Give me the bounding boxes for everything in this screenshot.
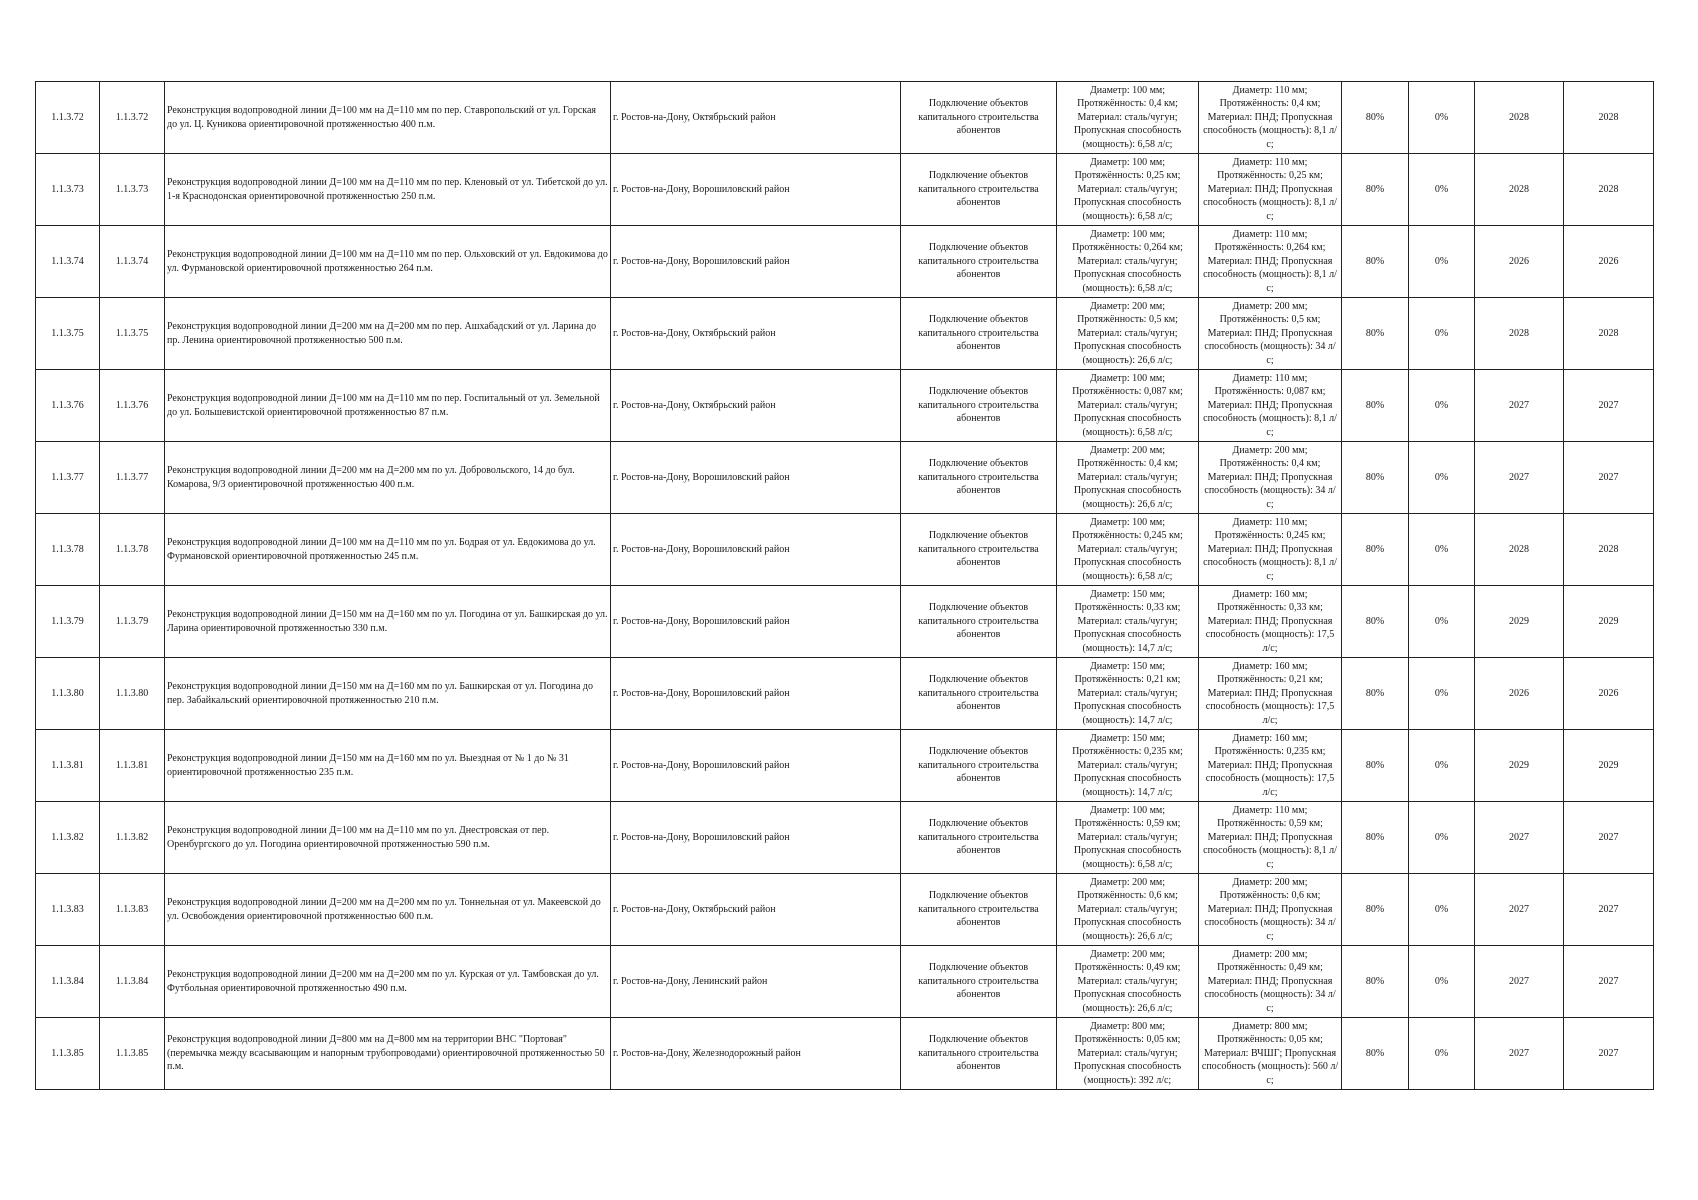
year-start-cell: 2027 [1475, 946, 1564, 1018]
percent-cell-1: 80% [1342, 874, 1409, 946]
percent-cell-2: 0% [1409, 1018, 1475, 1090]
year-start-cell: 2027 [1475, 802, 1564, 874]
row-code-cell: 1.1.3.72 [100, 82, 165, 154]
purpose-cell: Подключение объектов капитального строительства абонентов [901, 1018, 1057, 1090]
row-number-cell: 1.1.3.83 [36, 874, 100, 946]
purpose-cell: Подключение объектов капитального строительства абонентов [901, 802, 1057, 874]
project-name-cell: Реконструкция водопроводной линии Д=200 мм на Д=200 мм по пер. Ашхабадский от ул. Ларина до пр. Ленина ориентировочной протяженностью 500 п.м. [165, 298, 611, 370]
purpose-cell: Подключение объектов капитального строительства абонентов [901, 298, 1057, 370]
row-number-cell: 1.1.3.74 [36, 226, 100, 298]
year-end-cell: 2027 [1564, 946, 1654, 1018]
row-code-cell: 1.1.3.85 [100, 1018, 165, 1090]
current-parameters-cell: Диаметр: 800 мм; Протяжённость: 0,05 км; Материал: сталь/чугун; Пропускная способность (мощность): 392 л/с; [1057, 1018, 1199, 1090]
investment-program-table [35, 81, 1654, 1090]
percent-cell-1: 80% [1342, 1018, 1409, 1090]
row-code-cell: 1.1.3.78 [100, 514, 165, 586]
location-cell: г. Ростов-на-Дону, Железнодорожный район [611, 1018, 901, 1090]
location-cell: г. Ростов-на-Дону, Октябрьский район [611, 874, 901, 946]
year-end-cell: 2029 [1564, 586, 1654, 658]
table-row [36, 658, 1654, 730]
year-end-cell: 2029 [1564, 730, 1654, 802]
purpose-cell: Подключение объектов капитального строительства абонентов [901, 442, 1057, 514]
row-code-cell: 1.1.3.74 [100, 226, 165, 298]
project-name-cell: Реконструкция водопроводной линии Д=200 мм на Д=200 мм по ул. Добровольского, 14 до бул. Комарова, 9/3 ориентировочной протяженностью 400 п.м. [165, 442, 611, 514]
year-end-cell: 2027 [1564, 1018, 1654, 1090]
current-parameters-cell: Диаметр: 200 мм; Протяжённость: 0,6 км; Материал: сталь/чугун; Пропускная способность (мощность): 26,6 л/с; [1057, 874, 1199, 946]
current-parameters-cell: Диаметр: 100 мм; Протяжённость: 0,25 км; Материал: сталь/чугун; Пропускная способность (мощность): 6,58 л/с; [1057, 154, 1199, 226]
current-parameters-cell: Диаметр: 150 мм; Протяжённость: 0,21 км; Материал: сталь/чугун; Пропускная способность (мощность): 14,7 л/с; [1057, 658, 1199, 730]
percent-cell-2: 0% [1409, 298, 1475, 370]
year-start-cell: 2028 [1475, 154, 1564, 226]
row-code-cell: 1.1.3.84 [100, 946, 165, 1018]
purpose-cell: Подключение объектов капитального строительства абонентов [901, 154, 1057, 226]
location-cell: г. Ростов-на-Дону, Октябрьский район [611, 82, 901, 154]
year-start-cell: 2027 [1475, 1018, 1564, 1090]
table-row [36, 874, 1654, 946]
purpose-cell: Подключение объектов капитального строительства абонентов [901, 946, 1057, 1018]
project-name-cell: Реконструкция водопроводной линии Д=100 мм на Д=110 мм по ул. Бодрая от ул. Евдокимова до ул. Фурмановской ориентировочной протяженностью 245 п.м. [165, 514, 611, 586]
percent-cell-2: 0% [1409, 442, 1475, 514]
percent-cell-1: 80% [1342, 730, 1409, 802]
row-number-cell: 1.1.3.76 [36, 370, 100, 442]
table-row [36, 298, 1654, 370]
percent-cell-1: 80% [1342, 514, 1409, 586]
location-cell: г. Ростов-на-Дону, Ворошиловский район [611, 154, 901, 226]
year-start-cell: 2027 [1475, 370, 1564, 442]
new-parameters-cell: Диаметр: 160 мм; Протяжённость: 0,33 км; Материал: ПНД; Пропускная способность (мощность): 17,5 л/с; [1199, 586, 1342, 658]
year-end-cell: 2026 [1564, 658, 1654, 730]
new-parameters-cell: Диаметр: 160 мм; Протяжённость: 0,21 км; Материал: ПНД; Пропускная способность (мощность): 17,5 л/с; [1199, 658, 1342, 730]
table-row [36, 82, 1654, 154]
row-number-cell: 1.1.3.85 [36, 1018, 100, 1090]
row-number-cell: 1.1.3.81 [36, 730, 100, 802]
project-name-cell: Реконструкция водопроводной линии Д=100 мм на Д=110 мм по пер. Госпитальный от ул. Земельной до ул. Большевистской ориентировочной протяженностью 87 п.м. [165, 370, 611, 442]
project-name-cell: Реконструкция водопроводной линии Д=100 мм на Д=110 мм по пер. Ольховский от ул. Евдокимова до ул. Фурмановской ориентировочной протяженностью 264 п.м. [165, 226, 611, 298]
row-code-cell: 1.1.3.83 [100, 874, 165, 946]
percent-cell-1: 80% [1342, 82, 1409, 154]
table-body [36, 82, 1654, 1090]
project-name-cell: Реконструкция водопроводной линии Д=150 мм на Д=160 мм по ул. Башкирская от ул. Погодина до пер. Забайкальский ориентировочной протяженностью 210 п.м. [165, 658, 611, 730]
new-parameters-cell: Диаметр: 110 мм; Протяжённость: 0,245 км; Материал: ПНД; Пропускная способность (мощность): 8,1 л/с; [1199, 514, 1342, 586]
row-number-cell: 1.1.3.79 [36, 586, 100, 658]
year-end-cell: 2027 [1564, 442, 1654, 514]
year-end-cell: 2027 [1564, 874, 1654, 946]
current-parameters-cell: Диаметр: 200 мм; Протяжённость: 0,5 км; Материал: сталь/чугун; Пропускная способность (мощность): 26,6 л/с; [1057, 298, 1199, 370]
year-start-cell: 2028 [1475, 82, 1564, 154]
project-name-cell: Реконструкция водопроводной линии Д=150 мм на Д=160 мм по ул. Погодина от ул. Башкирская до ул. Ларина ориентировочной протяженностью 330 п.м. [165, 586, 611, 658]
row-code-cell: 1.1.3.80 [100, 658, 165, 730]
new-parameters-cell: Диаметр: 110 мм; Протяжённость: 0,59 км; Материал: ПНД; Пропускная способность (мощность): 8,1 л/с; [1199, 802, 1342, 874]
row-code-cell: 1.1.3.76 [100, 370, 165, 442]
row-code-cell: 1.1.3.75 [100, 298, 165, 370]
purpose-cell: Подключение объектов капитального строительства абонентов [901, 370, 1057, 442]
row-code-cell: 1.1.3.77 [100, 442, 165, 514]
purpose-cell: Подключение объектов капитального строительства абонентов [901, 658, 1057, 730]
percent-cell-2: 0% [1409, 802, 1475, 874]
row-code-cell: 1.1.3.81 [100, 730, 165, 802]
location-cell: г. Ростов-на-Дону, Ворошиловский район [611, 802, 901, 874]
year-end-cell: 2026 [1564, 226, 1654, 298]
location-cell: г. Ростов-на-Дону, Ворошиловский район [611, 442, 901, 514]
table-row [36, 730, 1654, 802]
current-parameters-cell: Диаметр: 150 мм; Протяжённость: 0,33 км; Материал: сталь/чугун; Пропускная способность (мощность): 14,7 л/с; [1057, 586, 1199, 658]
new-parameters-cell: Диаметр: 160 мм; Протяжённость: 0,235 км; Материал: ПНД; Пропускная способность (мощность): 17,5 л/с; [1199, 730, 1342, 802]
percent-cell-1: 80% [1342, 586, 1409, 658]
percent-cell-2: 0% [1409, 658, 1475, 730]
percent-cell-1: 80% [1342, 298, 1409, 370]
purpose-cell: Подключение объектов капитального строительства абонентов [901, 514, 1057, 586]
percent-cell-2: 0% [1409, 730, 1475, 802]
year-start-cell: 2027 [1475, 442, 1564, 514]
current-parameters-cell: Диаметр: 100 мм; Протяжённость: 0,245 км; Материал: сталь/чугун; Пропускная способность (мощность): 6,58 л/с; [1057, 514, 1199, 586]
row-number-cell: 1.1.3.78 [36, 514, 100, 586]
percent-cell-2: 0% [1409, 586, 1475, 658]
row-number-cell: 1.1.3.73 [36, 154, 100, 226]
percent-cell-2: 0% [1409, 82, 1475, 154]
percent-cell-1: 80% [1342, 442, 1409, 514]
current-parameters-cell: Диаметр: 100 мм; Протяжённость: 0,264 км; Материал: сталь/чугун; Пропускная способность (мощность): 6,58 л/с; [1057, 226, 1199, 298]
project-name-cell: Реконструкция водопроводной линии Д=100 мм на Д=110 мм по ул. Днестровская от пер. Оренбургского до ул. Погодина ориентировочной протяженностью 590 п.м. [165, 802, 611, 874]
location-cell: г. Ростов-на-Дону, Ленинский район [611, 946, 901, 1018]
table-row [36, 154, 1654, 226]
table-row [36, 514, 1654, 586]
row-number-cell: 1.1.3.75 [36, 298, 100, 370]
year-start-cell: 2028 [1475, 298, 1564, 370]
year-end-cell: 2028 [1564, 82, 1654, 154]
table-row [36, 946, 1654, 1018]
percent-cell-2: 0% [1409, 874, 1475, 946]
new-parameters-cell: Диаметр: 110 мм; Протяжённость: 0,087 км; Материал: ПНД; Пропускная способность (мощность): 8,1 л/с; [1199, 370, 1342, 442]
row-number-cell: 1.1.3.77 [36, 442, 100, 514]
row-number-cell: 1.1.3.82 [36, 802, 100, 874]
location-cell: г. Ростов-на-Дону, Ворошиловский район [611, 658, 901, 730]
table-row [36, 802, 1654, 874]
percent-cell-1: 80% [1342, 154, 1409, 226]
year-start-cell: 2026 [1475, 226, 1564, 298]
location-cell: г. Ростов-на-Дону, Октябрьский район [611, 298, 901, 370]
row-number-cell: 1.1.3.72 [36, 82, 100, 154]
new-parameters-cell: Диаметр: 200 мм; Протяжённость: 0,5 км; Материал: ПНД; Пропускная способность (мощность): 34 л/с; [1199, 298, 1342, 370]
year-start-cell: 2028 [1475, 514, 1564, 586]
location-cell: г. Ростов-на-Дону, Ворошиловский район [611, 514, 901, 586]
project-name-cell: Реконструкция водопроводной линии Д=100 мм на Д=110 мм по пер. Ставропольский от ул. Горская до ул. Ц. Куникова ориентировочной протяженностью 400 п.м. [165, 82, 611, 154]
project-name-cell: Реконструкция водопроводной линии Д=150 мм на Д=160 мм по ул. Выездная от № 1 до № 31 ориентировочной протяженностью 235 п.м. [165, 730, 611, 802]
location-cell: г. Ростов-на-Дону, Октябрьский район [611, 370, 901, 442]
new-parameters-cell: Диаметр: 800 мм; Протяжённость: 0,05 км; Материал: ВЧШГ; Пропускная способность (мощность): 560 л/с; [1199, 1018, 1342, 1090]
table-row [36, 1018, 1654, 1090]
percent-cell-2: 0% [1409, 946, 1475, 1018]
row-code-cell: 1.1.3.79 [100, 586, 165, 658]
purpose-cell: Подключение объектов капитального строительства абонентов [901, 730, 1057, 802]
row-code-cell: 1.1.3.82 [100, 802, 165, 874]
new-parameters-cell: Диаметр: 200 мм; Протяжённость: 0,49 км; Материал: ПНД; Пропускная способность (мощность): 34 л/с; [1199, 946, 1342, 1018]
current-parameters-cell: Диаметр: 200 мм; Протяжённость: 0,49 км; Материал: сталь/чугун; Пропускная способность (мощность): 26,6 л/с; [1057, 946, 1199, 1018]
percent-cell-1: 80% [1342, 658, 1409, 730]
year-end-cell: 2028 [1564, 514, 1654, 586]
percent-cell-1: 80% [1342, 370, 1409, 442]
year-start-cell: 2029 [1475, 730, 1564, 802]
new-parameters-cell: Диаметр: 110 мм; Протяжённость: 0,4 км; Материал: ПНД; Пропускная способность (мощность): 8,1 л/с; [1199, 82, 1342, 154]
purpose-cell: Подключение объектов капитального строительства абонентов [901, 874, 1057, 946]
year-end-cell: 2027 [1564, 370, 1654, 442]
table-row [36, 226, 1654, 298]
location-cell: г. Ростов-на-Дону, Ворошиловский район [611, 730, 901, 802]
new-parameters-cell: Диаметр: 110 мм; Протяжённость: 0,264 км; Материал: ПНД; Пропускная способность (мощность): 8,1 л/с; [1199, 226, 1342, 298]
percent-cell-1: 80% [1342, 946, 1409, 1018]
year-end-cell: 2027 [1564, 802, 1654, 874]
project-name-cell: Реконструкция водопроводной линии Д=800 мм на Д=800 мм на территории ВНС "Портовая" (перемычка между всасывающим и напорным трубопроводами) ориентировочной протяженностью 50 п.м. [165, 1018, 611, 1090]
row-number-cell: 1.1.3.80 [36, 658, 100, 730]
year-start-cell: 2027 [1475, 874, 1564, 946]
location-cell: г. Ростов-на-Дону, Ворошиловский район [611, 226, 901, 298]
year-end-cell: 2028 [1564, 154, 1654, 226]
year-start-cell: 2029 [1475, 586, 1564, 658]
percent-cell-2: 0% [1409, 154, 1475, 226]
purpose-cell: Подключение объектов капитального строительства абонентов [901, 226, 1057, 298]
location-cell: г. Ростов-на-Дону, Ворошиловский район [611, 586, 901, 658]
row-number-cell: 1.1.3.84 [36, 946, 100, 1018]
new-parameters-cell: Диаметр: 110 мм; Протяжённость: 0,25 км; Материал: ПНД; Пропускная способность (мощность): 8,1 л/с; [1199, 154, 1342, 226]
current-parameters-cell: Диаметр: 200 мм; Протяжённость: 0,4 км; Материал: сталь/чугун; Пропускная способность (мощность): 26,6 л/с; [1057, 442, 1199, 514]
current-parameters-cell: Диаметр: 150 мм; Протяжённость: 0,235 км; Материал: сталь/чугун; Пропускная способность (мощность): 14,7 л/с; [1057, 730, 1199, 802]
new-parameters-cell: Диаметр: 200 мм; Протяжённость: 0,4 км; Материал: ПНД; Пропускная способность (мощность): 34 л/с; [1199, 442, 1342, 514]
table-row [36, 442, 1654, 514]
purpose-cell: Подключение объектов капитального строительства абонентов [901, 586, 1057, 658]
percent-cell-1: 80% [1342, 802, 1409, 874]
current-parameters-cell: Диаметр: 100 мм; Протяжённость: 0,087 км; Материал: сталь/чугун; Пропускная способность (мощность): 6,58 л/с; [1057, 370, 1199, 442]
purpose-cell: Подключение объектов капитального строительства абонентов [901, 82, 1057, 154]
project-name-cell: Реконструкция водопроводной линии Д=100 мм на Д=110 мм по пер. Кленовый от ул. Тибетской до ул. 1-я Краснодонская ориентировочной протяженностью 250 п.м. [165, 154, 611, 226]
percent-cell-2: 0% [1409, 370, 1475, 442]
current-parameters-cell: Диаметр: 100 мм; Протяжённость: 0,4 км; Материал: сталь/чугун; Пропускная способность (мощность): 6,58 л/с; [1057, 82, 1199, 154]
table-row [36, 370, 1654, 442]
project-name-cell: Реконструкция водопроводной линии Д=200 мм на Д=200 мм по ул. Тоннельная от ул. Макеевской до ул. Освобождения ориентировочной протяженностью 600 п.м. [165, 874, 611, 946]
new-parameters-cell: Диаметр: 200 мм; Протяжённость: 0,6 км; Материал: ПНД; Пропускная способность (мощность): 34 л/с; [1199, 874, 1342, 946]
row-code-cell: 1.1.3.73 [100, 154, 165, 226]
year-end-cell: 2028 [1564, 298, 1654, 370]
percent-cell-2: 0% [1409, 514, 1475, 586]
project-name-cell: Реконструкция водопроводной линии Д=200 мм на Д=200 мм по ул. Курская от ул. Тамбовская до ул. Футбольная ориентировочной протяженностью 490 п.м. [165, 946, 611, 1018]
percent-cell-2: 0% [1409, 226, 1475, 298]
year-start-cell: 2026 [1475, 658, 1564, 730]
percent-cell-1: 80% [1342, 226, 1409, 298]
table-row [36, 586, 1654, 658]
current-parameters-cell: Диаметр: 100 мм; Протяжённость: 0,59 км; Материал: сталь/чугун; Пропускная способность (мощность): 6,58 л/с; [1057, 802, 1199, 874]
